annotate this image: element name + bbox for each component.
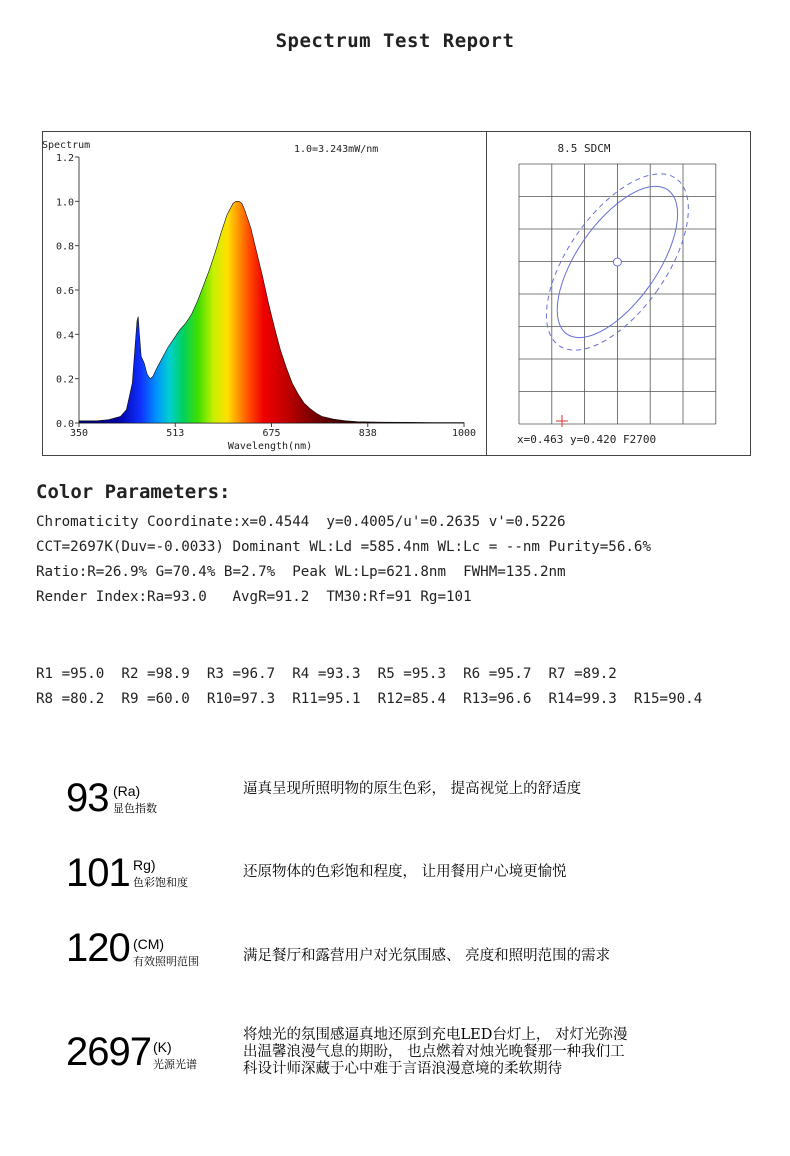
- cct-description-line-3: 科设计师深藏于心中难于言语浪漫意境的柔软期待: [243, 1061, 562, 1077]
- y-tick-label: 0.4: [55, 330, 74, 342]
- x-tick-label: 675: [262, 428, 281, 439]
- rg-unit: Rg): [133, 857, 156, 873]
- r-values-row-2: R8 =80.2 R9 =60.0 R10=97.3 R11=95.1 R12=85.4 R13=96.6 R14=99.3 R15=90.4: [36, 691, 703, 707]
- page-title: Spectrum Test Report: [275, 30, 515, 52]
- ra-unit: (Ra): [113, 783, 141, 799]
- r-values-row-1: R1 =95.0 R2 =98.9 R3 =96.7 R4 =93.3 R5 =95.3 R6 =95.7 R7 =89.2: [36, 666, 617, 682]
- chromaticity-line: Chromaticity Coordinate:x=0.4544 y=0.4005/u'=0.2635 v'=0.5226: [36, 514, 566, 530]
- cct-description-line-1: 将烛光的氛围感逼真地还原到充电LED台灯上， 对灯光弥漫: [243, 1027, 628, 1043]
- x-tick-label: 838: [358, 428, 377, 439]
- range-description: 满足餐厅和露营用户对光氛围感、 亮度和照明范围的需求: [243, 948, 611, 964]
- charts-panel: [42, 131, 752, 457]
- cct-line: CCT=2697K(Duv=-0.0033) Dominant WL:Ld =585.4nm WL:Lc = --nm Purity=56.6%: [36, 539, 651, 555]
- ra-description: 逼真呈现所照明物的原生色彩， 提高视觉上的舒适度: [243, 781, 582, 797]
- ratio-line: Ratio:R=26.9% G=70.4% B=2.7% Peak WL:Lp=621.8nm FWHM=135.2nm: [36, 564, 566, 580]
- section-heading: Color Parameters:: [36, 481, 231, 503]
- cct-unit: (K): [153, 1039, 172, 1055]
- y-tick-label: 1.2: [55, 153, 74, 164]
- x-axis-label: Wavelength(nm): [227, 441, 313, 452]
- y-tick-label: 0.8: [55, 241, 74, 253]
- sdcm-center-point: [613, 258, 621, 266]
- spectrum-area: [79, 201, 464, 423]
- spectrum-title: Spectrum: [42, 140, 91, 151]
- x-tick-label: 1000: [451, 428, 477, 439]
- x-tick-label: 513: [166, 428, 185, 439]
- y-tick-label: 1.0: [55, 197, 74, 209]
- ra-value: 93: [66, 776, 109, 820]
- range-label: 有效照明范围: [133, 955, 199, 968]
- x-tick-label: 350: [69, 428, 89, 439]
- rg-description: 还原物体的色彩饱和程度， 让用餐用户心境更愉悦: [243, 864, 567, 880]
- y-tick-label: 0.6: [55, 286, 74, 297]
- y-tick-label: 0.2: [55, 374, 74, 386]
- range-unit: (CM): [133, 936, 165, 952]
- sdcm-coordinates: x=0.463 y=0.420 F2700: [517, 433, 657, 446]
- render-index-line: Render Index:Ra=93.0 AvgR=91.2 TM30:Rf=91 Rg=101: [36, 589, 472, 605]
- sdcm-chart: [517, 142, 716, 446]
- cct-description-line-2: 出温馨浪漫气息的期盼， 也点燃着对烛光晚餐那一种我们工: [243, 1044, 625, 1060]
- spectrum-scale-note: 1.0=3.243mW/nm: [294, 144, 379, 155]
- spectrum-chart: [42, 140, 476, 452]
- sdcm-frame: [487, 132, 751, 456]
- y-tick-label: 0.0: [55, 419, 74, 430]
- rg-value: 101: [66, 851, 130, 895]
- range-value: 120: [66, 926, 130, 970]
- cct-value: 2697: [66, 1030, 151, 1074]
- ra-label: 显色指数: [113, 802, 157, 815]
- rg-label: 色彩饱和度: [133, 876, 188, 889]
- cct-label: 光源光谱: [153, 1058, 197, 1071]
- sdcm-title: 8.5 SDCM: [557, 142, 611, 155]
